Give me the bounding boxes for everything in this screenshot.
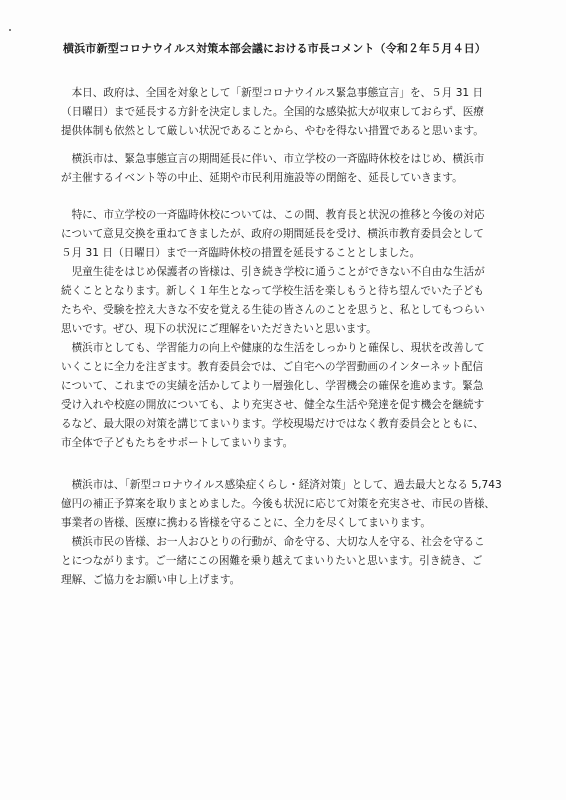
- paragraph-line: 億円の補正予算案を取りまとめました。今後も状況に応じて対策を充実させ、市民の皆様、: [61, 498, 496, 510]
- paragraph-line: が主催するイベント等の中止、延期や市民利用施設等の閉館を、延長していきます。: [61, 172, 463, 184]
- paragraph-line: 市全体で子どもたちをサポートしてまいります。: [61, 437, 294, 449]
- paragraph-line: 提供体制も依然として厳しい状況であることから、やむを得ない措置であると思います。: [61, 125, 484, 137]
- paragraph-line: （日曜日）まで延長する方針を決定しました。全国的な感染拡大が収束しておらず、医療: [61, 106, 484, 118]
- paragraph-line: るなど、最大限の対策を講じてまいります。学校現場だけではなく教育委員会とともに、: [61, 418, 484, 430]
- paragraph-line: 受け入れや校庭の開放についても、より充実させ、健全な生活や発達を促す機会を継続す: [61, 399, 485, 411]
- paragraph-4: [61, 476, 539, 590]
- paragraph-line: とにつながります。ご一緒にこの困難を乗り越えてまいりたいと思います。引き続き、ご: [61, 555, 483, 567]
- paragraph-line: 横浜市民の皆様、お一人おひとりの行動が、命を守る、大切な人を守る、社会を守るこ: [61, 536, 485, 548]
- paragraph-line: ５月 31 日（日曜日）まで一斉臨時休校の措置を延長することとしました。: [61, 247, 421, 259]
- paragraph-line: 横浜市は、「新型コロナウイルス感染症くらし・経済対策」として、過去最大となる 5,743: [61, 479, 502, 491]
- paragraph-line: 本日、政府は、全国を対象として「新型コロナウイルス緊急事態宣言」を、５月 31 日: [61, 87, 484, 99]
- paragraph-line: 続くこととなります。新しく１年生となって学校生活を楽しもうと待ち望んでいた子ども: [61, 285, 484, 297]
- paragraph-2: [61, 150, 539, 188]
- scan-speck: [9, 29, 11, 31]
- paragraph-line: 理解、ご協力をお願い申し上げます。: [61, 574, 241, 586]
- paragraph-3: [61, 206, 539, 453]
- paragraph-line: いくことに全力を注ぎます。教育委員会では、ご自宅への学習動画のインターネット配信: [61, 361, 483, 373]
- paragraph-line: 思いです。ぜひ、現下の状況にご理解をいただきたいと思います。: [61, 323, 377, 335]
- paragraph-line: 特に、市立学校の一斉臨時休校については、この間、教育長と状況の推移と今後の対応: [61, 209, 485, 221]
- paragraph-line: について意見交換を重ねてきましたが、政府の期間延長を受け、横浜市教育委員会として: [61, 228, 484, 240]
- document-title: 横浜市新型コロナウイルス対策本部会議における市長コメント（令和２年５月４日）: [63, 42, 487, 55]
- paragraph-line: 児童生徒をはじめ保護者の皆様は、引き続き学校に通うことができない不自由な生活が: [61, 266, 485, 278]
- paragraph-1: [61, 84, 539, 141]
- paragraph-line: 横浜市は、緊急事態宣言の期間延長に伴い、市立学校の一斉臨時休校をはじめ、横浜市: [61, 153, 485, 165]
- paragraph-line: 事業者の皆様、医療に携わる皆様を守ることに、全力を尽くしてまいります。: [61, 517, 431, 529]
- paragraph-line: 横浜市としても、学習能力の向上や健康的な生活をしっかりと確保し、現状を改善して: [61, 342, 485, 354]
- paragraph-line: について、これまでの実績を活かしてより一層強化し、学習機会の確保を進めます。緊急: [61, 380, 484, 392]
- paragraph-line: たちや、受験を控え大きな不安を覚える生徒の皆さんのことを思うと、私としてもつらい: [61, 304, 485, 316]
